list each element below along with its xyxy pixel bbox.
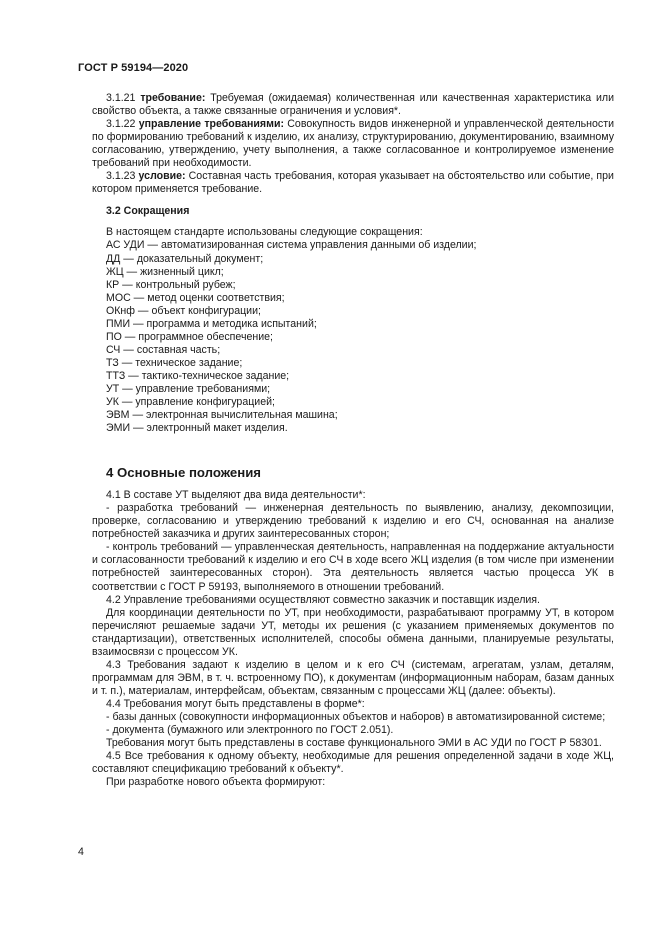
page-content	[92, 92, 614, 789]
definition-number: 3.1.23	[106, 170, 136, 183]
abbreviations-list	[92, 239, 614, 435]
definition-term: управление требованиями:	[138, 118, 284, 131]
abbreviation-item: ТТЗ — тактико-техническое задание;	[106, 369, 290, 382]
definition-3-1-21	[92, 92, 614, 118]
abbreviation-item: МОС — метод оценки соответствия;	[106, 291, 285, 304]
spacer	[92, 196, 614, 205]
definition-term: требование:	[140, 92, 206, 104]
document-header: ГОСТ Р 59194—2020	[78, 62, 189, 74]
paragraph-4-4-item-document: - документа (бумажного или электронного по ГОСТ 2.051).	[106, 724, 394, 737]
definition-number: 3.1.22	[106, 118, 136, 131]
definition-text: Совокупность видов инженерной и управленческой деятельности по формированию требований к изделию, их анализу, структурированию, документированию, взаимному согласованию, утверждению, учету выполнения, а также согласованное и контролируемое изменение требований при необходимости.	[92, 118, 614, 170]
spacer	[92, 218, 614, 226]
paragraph-4-3: 4.3 Требования задают к изделию в целом и к его СЧ (системам, агрегатам, узлам, деталям, программам для ЭВМ, в т. ч. встроенному ПО), к документам (информационным наборам, базам данных и т. п.), материалам, интерфейсам, объектам, связанным с процессами ЖЦ (далее: объекты).	[92, 658, 614, 697]
subsection-heading-3-2: 3.2 Сокращения	[106, 205, 190, 218]
paragraph-4-4-emi: Требования могут быть представлены в составе функционального ЭМИ в АС УДИ по ГОСТ Р 58301.	[106, 737, 602, 750]
definition-text: Требуемая (ожидаемая) количественная или качественная характеристика или свойство объекта, а также связанные ограничения и условия*.	[92, 92, 614, 118]
spacer	[92, 435, 614, 465]
definition-number: 3.1.21	[106, 92, 136, 104]
abbreviation-item: ПМИ — программа и методика испытаний;	[106, 317, 317, 330]
abbreviation-item: ДД — доказательный документ;	[106, 252, 264, 265]
abbreviation-item: ЭМИ — электронный макет изделия.	[106, 422, 288, 435]
definition-text: Составная часть требования, которая указывает на обстоятельство или событие, при котором применяется требование.	[92, 170, 614, 196]
paragraph-4-4-item-database: - базы данных (совокупности информационных объектов и наборов) в автоматизированной системе;	[106, 710, 606, 723]
paragraph-4-2: 4.2 Управление требованиями осуществляют совместно заказчик и поставщик изделия.	[106, 593, 540, 606]
paragraph-4-1-item-control: - контроль требований — управленческая деятельность, направленная на поддержание актуальности и согласованности требований к изделию и его СЧ в ходе всего ЖЦ изделия (в том числе при изменении потребностей заинтересованных сторон). Эта деятельность является частью процесса УК в соответствии с ГОСТ Р 59193, выполняемого в отношении требований.	[92, 541, 614, 593]
abbreviation-item: ЖЦ — жизненный цикл;	[106, 265, 224, 278]
paragraph-4-1: 4.1 В составе УТ выделяют два вида деятельности*:	[106, 489, 366, 502]
spacer	[92, 481, 614, 489]
abbreviation-item: УТ — управление требованиями;	[106, 382, 271, 395]
definition-3-1-22	[92, 118, 614, 170]
paragraph-4-4: 4.4 Требования могут быть представлены в форме*:	[106, 697, 365, 710]
section-heading-4: 4 Основные положения	[106, 465, 261, 481]
abbreviation-item: ТЗ — техническое задание;	[106, 356, 243, 369]
abbreviation-item: СЧ — составная часть;	[106, 343, 221, 356]
abbreviation-item: ПО — программное обеспечение;	[106, 330, 273, 343]
definition-term: условие:	[138, 170, 186, 183]
paragraph-4-5: 4.5 Все требования к одному объекту, необходимые для решения определенной задачи в ходе ЖЦ, составляют спецификацию требований к объекту*.	[92, 750, 614, 776]
page-number: 4	[78, 846, 84, 858]
definition-3-1-23	[92, 170, 614, 196]
abbreviation-item: ЭВМ — электронная вычислительная машина;	[106, 409, 338, 422]
abbreviations-intro: В настоящем стандарте использованы следующие сокращения:	[106, 226, 423, 239]
abbreviation-item: КР — контрольный рубеж;	[106, 278, 236, 291]
abbreviation-item: ОКнф — объект конфигурации;	[106, 304, 261, 317]
abbreviation-item: УК — управление конфигурацией;	[106, 396, 275, 409]
abbreviation-item: АС УДИ — автоматизированная система управления данными об изделии;	[106, 239, 477, 252]
paragraph-4-5-new-object: При разработке нового объекта формируют:	[106, 776, 326, 789]
paragraph-4-1-item-development: - разработка требований — инженерная деятельность по выявлению, анализу, декомпозиции, проверке, согласованию и утверждению требований к изделию и его СЧ, основанная на анализе потребностей заказчика и других заинтересованных сторон;	[92, 502, 614, 541]
paragraph-4-2-program: Для координации деятельности по УТ, при необходимости, разрабатывают программу УТ, в котором перечисляют решаемые задачи УТ, методы их решения (с указанием применяемых документов по стандартизации), ответственных исполнителей, способы обмена данными, планируемые результаты, взаимосвязи с процессом УК.	[92, 606, 614, 658]
